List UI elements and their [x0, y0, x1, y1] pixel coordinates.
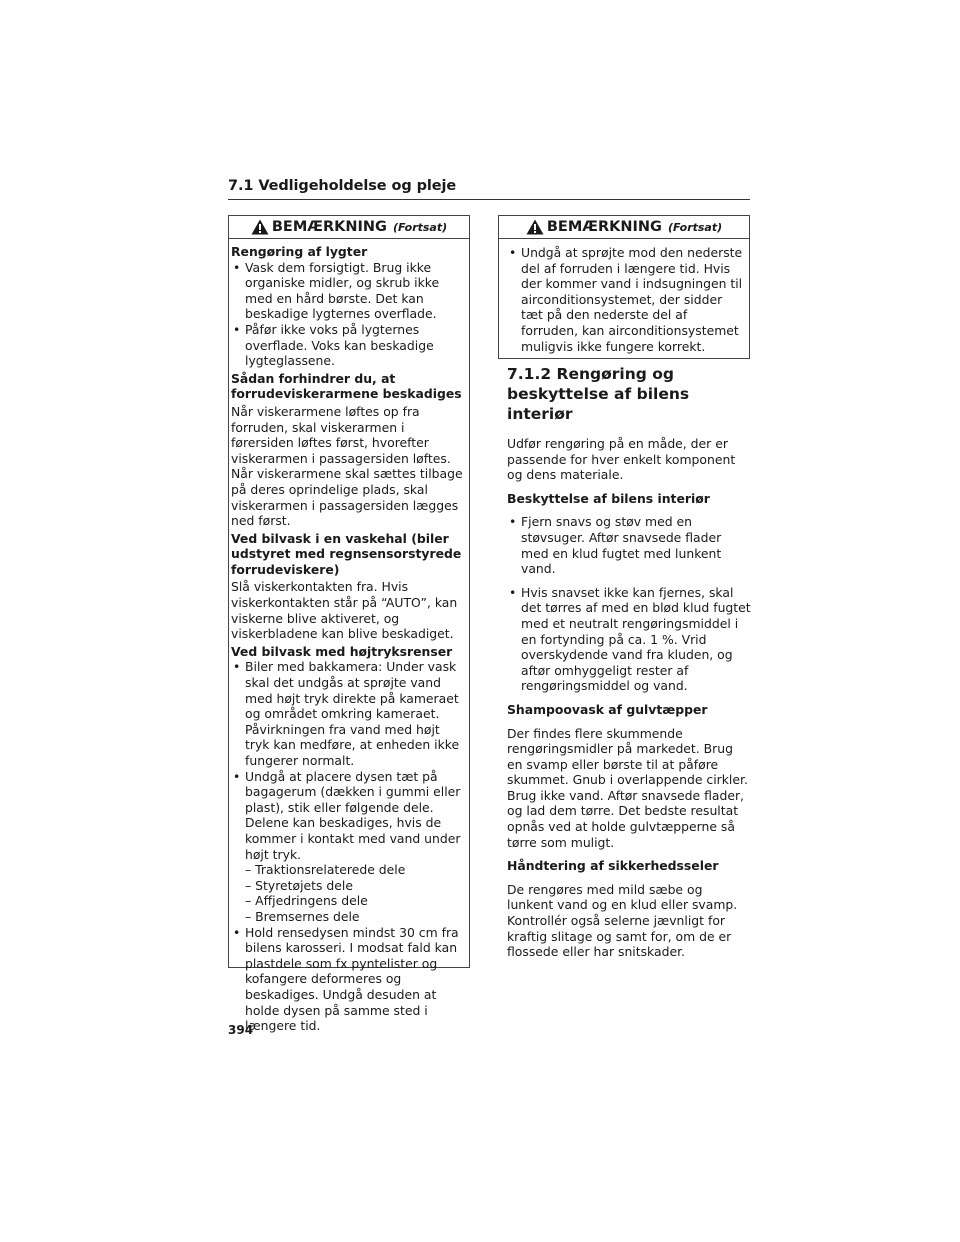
paragraph: Udfør rengøring på en måde, der er passende for hver enkelt komponent og dens materiale.	[507, 436, 736, 483]
list-item: • Fjern snavs og støv med en støvsuger. Aftør snavsede flader med en klud fugtet med lunkent vand.	[507, 514, 752, 576]
notice-title-bar	[499, 216, 749, 239]
dash-item: – Traktionsrelaterede dele	[245, 862, 406, 878]
dash-item: – Affjedringens dele	[245, 893, 368, 909]
subheading: Ved bilvask med højtryksrenser	[231, 643, 453, 659]
subheading: Shampoovask af gulvtæpper	[507, 701, 708, 717]
notice-title-bar	[229, 216, 469, 239]
dash-item: – Bremsernes dele	[245, 908, 360, 924]
notice-continued: (Fortsat)	[392, 220, 448, 234]
notice-title: BEMÆRKNING	[546, 219, 662, 235]
section-title: 7.1.2 Rengøring og beskyttelse af bilens interiør	[507, 365, 690, 423]
list-item: • Biler med bakkamera: Under vask skal det undgås at sprøjte vand med højt tryk direkte på kameraet og området omkring kameraet. Påvirkningen fra vand med højt tryk kan medføre, at enheden ikke fungerer normalt.	[231, 659, 467, 768]
list-item: • Hold rensedysen mindst 30 cm fra bilens karosseri. I modsat fald kan plastdele som fx pyntelister og kofangere deformeres og beskadiges. Undgå desuden at holde dysen på samme sted i længere tid.	[231, 925, 467, 1034]
bullet-list	[231, 659, 467, 862]
section-content	[507, 364, 752, 968]
bullet-list	[231, 925, 467, 1034]
warning-icon	[251, 219, 269, 235]
warning-icon	[526, 219, 544, 235]
page-number: 394	[228, 1023, 254, 1037]
list-item: • Undgå at sprøjte mod den nederste del af forruden i længere tid. Hvis der kommer vand i indsugningen til airconditionsystemet, der sidder tæt på den nederste del af forruden, kan airconditionsystemet muligvis ikke fungere korrekt.	[507, 245, 745, 354]
notice-body	[229, 239, 469, 1034]
list-item: • Undgå at placere dysen tæt på bagagerum (dækken i gummi eller plast), stik eller følgende dele. Delene kan beskadiges, hvis de kommer i kontakt med vand under højt tryk.	[231, 769, 467, 863]
header-divider	[228, 199, 750, 200]
subheading: Ved bilvask i en vaskehal (biler udstyret med regnsensorstyrede forrudeviskere)	[231, 530, 462, 577]
subheading: Sådan forhindrer du, at forrudeviskerarmene beskadiges	[231, 370, 462, 402]
paragraph: Der findes flere skummende rengøringsmidler på markedet. Brug en svamp eller børste til at påføre skummet. Gnub i overlappende cirkler. Brug ikke vand. Aftør snavsede flader, og lad dem tørre. Det bedste resultat opnås ved at holde gulvtæpperne så tørre som muligt.	[507, 725, 748, 850]
section-header: 7.1 Vedligeholdelse og pleje	[228, 178, 457, 194]
list-item: • Hvis snavset ikke kan fjernes, skal det tørres af med en blød klud fugtet med et neutralt rengøringsmiddel i en fortynding på ca. 1 %. Vrid overskydende vand fra kluden, og aftør omhyggeligt rester af rengøringsmiddel og vand.	[507, 585, 752, 694]
list-item: • Vask dem forsigtigt. Brug ikke organiske midler, og skrub ikke med en hård børste. Det kan beskadige lygternes overflade.	[231, 260, 467, 322]
paragraph: Slå viskerkontakten fra. Hvis viskerkontakten står på “AUTO”, kan viskerne blive aktiveret, og viskerbladene kan blive beskadiget.	[231, 579, 458, 642]
list-item: • Påfør ikke voks på lygternes overflade. Voks kan beskadige lygteglassene.	[231, 322, 467, 369]
dash-item: – Styretøjets dele	[245, 877, 353, 893]
paragraph: De rengøres med mild sæbe og lunkent vand og en klud eller svamp. Kontrollér også selerne jævnligt for kraftig slitage og samt for, om de er flossede eller har snitskader.	[507, 881, 738, 960]
notice-continued: (Fortsat)	[667, 220, 723, 234]
subheading: Beskyttelse af bilens interiør	[507, 490, 710, 506]
paragraph: Når viskerarmene løftes op fra forruden, skal viskerarmen i førersiden løftes først, hvorefter viskerarmen i passagersiden løftes. Når viskerarmene skal sættes tilbage på deres oprindelige plads, skal viskerarmen i passagersiden lægges ned først.	[231, 403, 463, 529]
subheading: Håndtering af sikkerhedsseler	[507, 858, 719, 874]
bullet-list	[231, 260, 467, 369]
notice-body	[499, 239, 749, 354]
notice-title: BEMÆRKNING	[271, 219, 387, 235]
subheading: Rengøring af lygter	[231, 244, 368, 259]
notice-box-right	[498, 215, 750, 359]
